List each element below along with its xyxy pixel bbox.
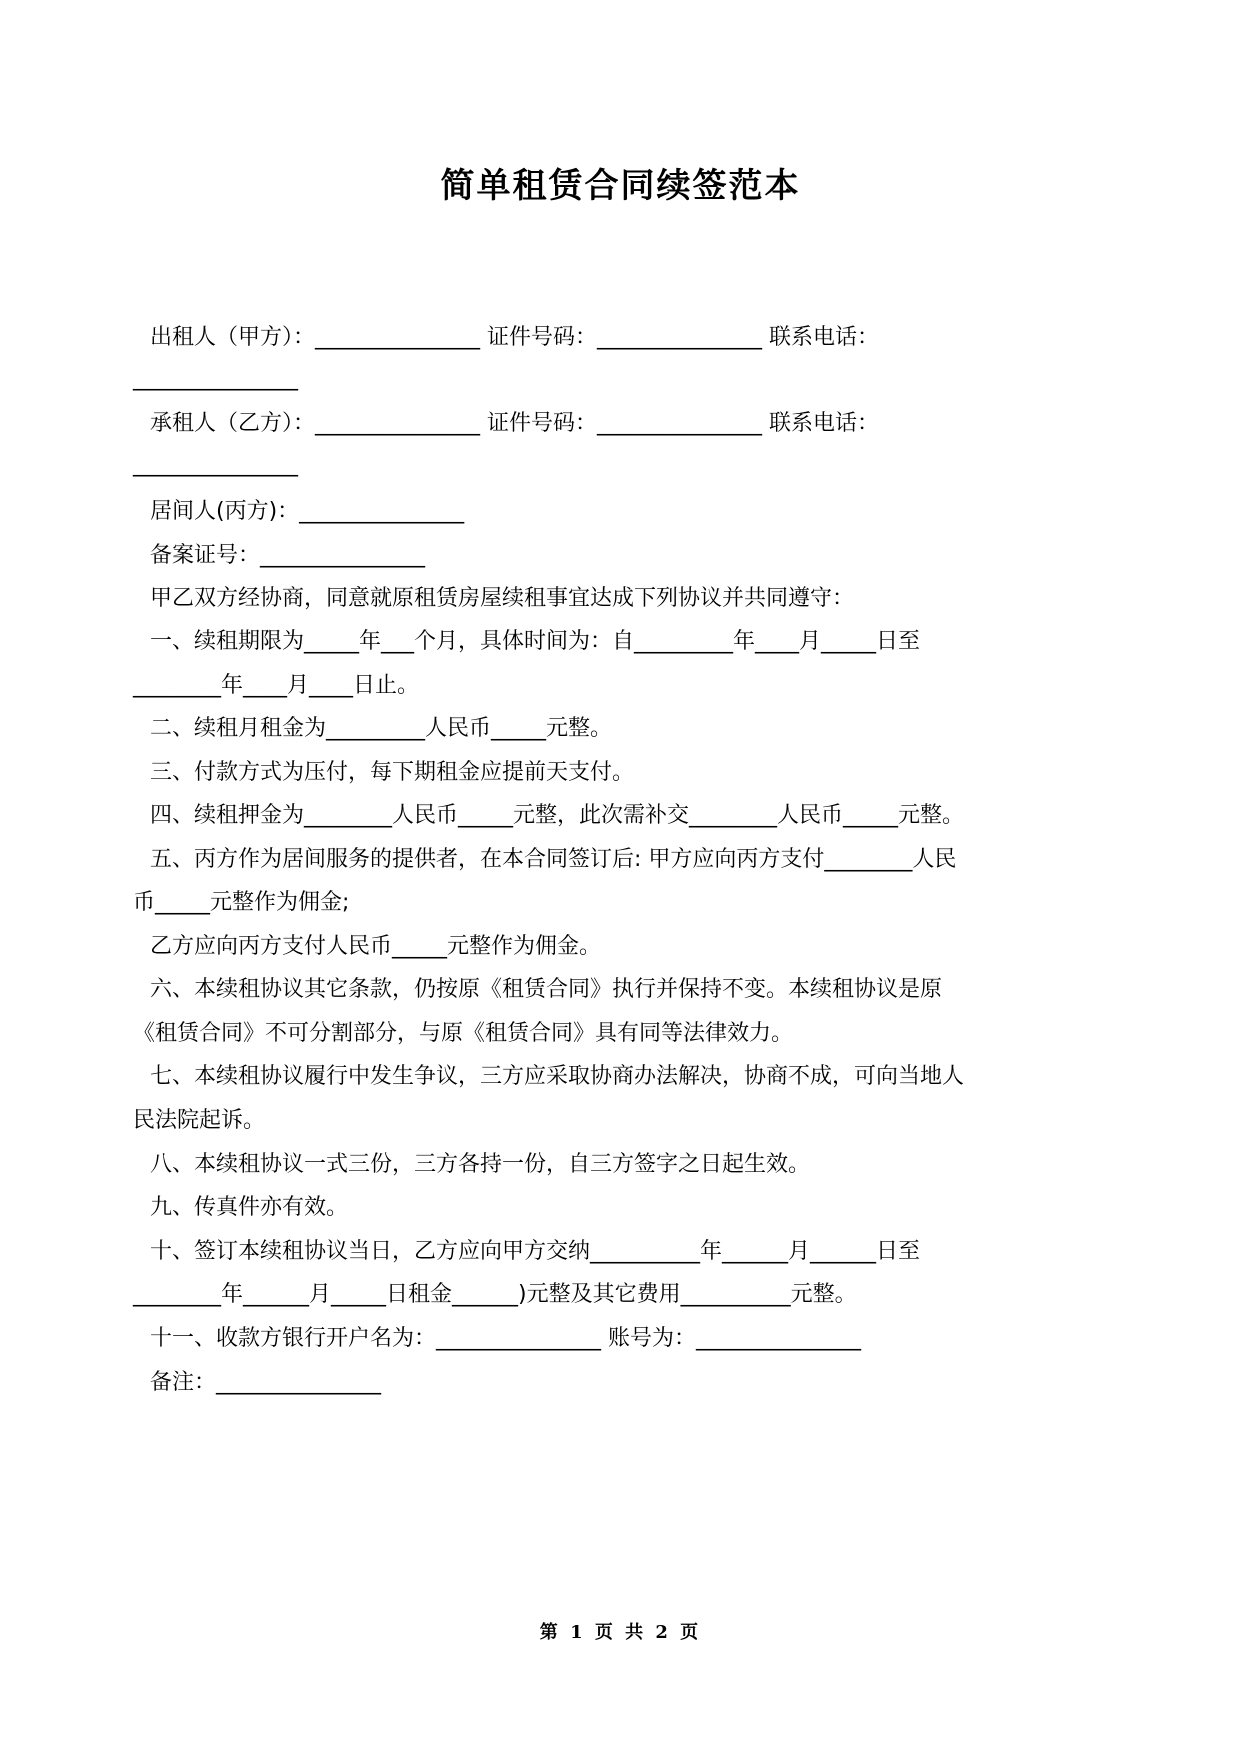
clause-5: 五、丙方作为居间服务的提供者，在本合同签订后: 甲方应向丙方支付________人民 [150, 847, 957, 872]
clause-4: 四、续租押金为________人民币_____元整，此次需补交________人民币_____元整。 [150, 803, 965, 828]
clause-7: 七、本续租协议履行中发生争议，三方应采取协商办法解决，协商不成，可向当地人 [150, 1064, 965, 1089]
clause-10: 十、签订本续租协议当日，乙方应向甲方交纳__________年______月______日至 [150, 1239, 921, 1264]
clause-1: 一、续租期限为_____年___个月，具体时间为：自_________年____月_____日至 [150, 629, 921, 654]
clause-5-lessee: 乙方应向丙方支付人民币_____元整作为佣金。 [150, 934, 602, 959]
clause-5-cont: 币_____元整作为佣金; [133, 890, 350, 915]
lessee-phone-blank: _______________ [133, 452, 298, 477]
page-footer: 第 1 页 共 2 页 [539, 1622, 702, 1643]
lessor-line: 出租人（甲方）：_______________ 证件号码：_______________ 联系电话： [150, 325, 879, 350]
lessee-line: 承租人（乙方）：_______________ 证件号码：_______________ 联系电话： [150, 411, 879, 436]
clause-10-cont: ________年______月_____日租金______)元整及其它费用__________元整。 [133, 1282, 857, 1307]
lessor-phone-blank: _______________ [133, 366, 298, 391]
clause-3: 三、付款方式为压付，每下期租金应提前天支付。 [150, 760, 635, 785]
clause-11: 十一、收款方银行开户名为：_______________ 账号为：_______________ [150, 1326, 861, 1351]
clause-1-cont: ________年____月____日止。 [133, 673, 420, 698]
filing-number-line: 备案证号：_______________ [150, 543, 426, 568]
clause-2: 二、续租月租金为_________人民币_____元整。 [150, 716, 613, 741]
clause-6-cont: 《租赁合同》不可分割部分，与原《租赁合同》具有同等法律效力。 [133, 1021, 794, 1046]
clause-8: 八、本续租协议一式三份，三方各持一份，自三方签字之日起生效。 [150, 1152, 811, 1177]
agreement-intro: 甲乙双方经协商，同意就原租赁房屋续租事宜达成下列协议并共同遵守： [150, 586, 855, 611]
clause-7-cont: 民法院起诉。 [133, 1108, 266, 1133]
clause-9: 九、传真件亦有效。 [150, 1195, 349, 1220]
document-title: 简单租赁合同续签范本 [440, 166, 801, 206]
intermediary-line: 居间人(丙方)：_______________ [150, 499, 465, 524]
remarks-line: 备注：_______________ [150, 1370, 382, 1395]
clause-6: 六、本续租协议其它条款，仍按原《租赁合同》执行并保持不变。本续租协议是原 [150, 977, 943, 1002]
